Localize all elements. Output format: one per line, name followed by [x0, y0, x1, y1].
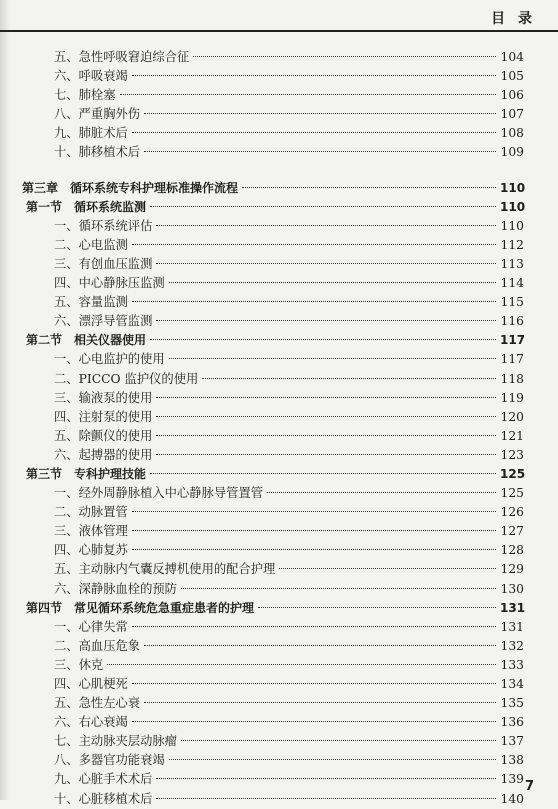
header-rule: [0, 30, 558, 32]
dot-leader: [193, 56, 496, 57]
dot-leader: [181, 740, 496, 741]
toc-item: [38, 732, 524, 751]
toc-entry-page: 123: [500, 447, 524, 462]
toc-entry-label: 六、深静脉血栓的预防: [54, 581, 177, 596]
dot-leader: [156, 263, 496, 264]
toc-entry-label: 四、注射泵的使用: [54, 409, 153, 424]
toc-entry-label: 五、容量监测: [54, 295, 128, 310]
toc-entry-page: 120: [500, 409, 524, 424]
dot-leader: [156, 798, 496, 799]
toc-item: [38, 637, 524, 656]
toc-entry-label: 四、心肺复苏: [54, 543, 128, 558]
toc-item: [38, 67, 524, 86]
toc-item: [38, 484, 524, 503]
toc-entry-label: 三、有创血压监测: [54, 256, 153, 271]
toc-entry-page: 125: [500, 466, 526, 481]
toc-item: [38, 48, 524, 67]
toc-entry-label: 五、除颤仪的使用: [54, 428, 153, 443]
toc-item: [38, 350, 524, 369]
toc-item: [38, 751, 524, 770]
dot-leader: [132, 683, 496, 684]
toc-entry-label: 二、高血压危象: [54, 638, 141, 653]
toc-item: [38, 312, 524, 331]
toc-entry-label: 二、心电监测: [54, 237, 128, 252]
dot-leader: [132, 626, 496, 627]
dot-leader: [169, 282, 496, 283]
toc-entry-page: 131: [500, 619, 524, 634]
toc-entry-page: 110: [500, 218, 524, 233]
dot-leader: [156, 397, 496, 398]
dot-leader: [144, 151, 496, 152]
toc-entry-page: 133: [500, 657, 524, 672]
toc-entry-page: 110: [500, 180, 526, 195]
dot-leader: [156, 320, 496, 321]
toc-section: [26, 331, 526, 350]
toc-entry-page: 118: [500, 371, 524, 386]
toc-item: [38, 580, 524, 599]
dot-leader: [202, 378, 496, 379]
toc-item: [38, 427, 524, 446]
toc-entry-page: 116: [500, 314, 524, 329]
dot-leader: [132, 511, 496, 512]
toc-item: [38, 293, 524, 312]
toc-section: [26, 465, 526, 484]
toc-entry-label: 第四节 常见循环系统危急重症患者的护理: [26, 600, 255, 615]
toc-entry-page: 136: [500, 715, 524, 730]
toc-entry-label: 五、急性呼吸窘迫综合征: [54, 50, 190, 64]
dot-leader: [144, 645, 496, 646]
toc-item: [38, 143, 524, 162]
toc-item: [38, 713, 524, 732]
toc-entry-page: 135: [500, 696, 524, 711]
toc-entry-page: 117: [500, 352, 524, 367]
dot-leader: [132, 721, 496, 722]
toc-entry-label: 三、输液泵的使用: [54, 390, 153, 405]
toc-item: [38, 236, 524, 255]
dot-leader: [150, 206, 496, 207]
dot-leader: [132, 244, 496, 245]
toc-entry-page: 108: [500, 126, 524, 141]
toc-entry-page: 137: [500, 734, 524, 749]
dot-leader: [242, 187, 496, 188]
toc-entry-page: 112: [500, 237, 524, 252]
dot-leader: [267, 492, 496, 493]
spine-shadow: [0, 0, 10, 800]
dot-leader: [150, 473, 496, 474]
dot-leader: [120, 94, 497, 95]
toc-entry-page: 126: [500, 505, 524, 520]
toc-item: [38, 503, 524, 522]
toc-entry-label: 九、心脏手术术后: [54, 772, 153, 787]
toc-item: [38, 255, 524, 274]
toc-entry-page: 110: [500, 199, 526, 214]
dot-leader: [156, 778, 496, 779]
dot-leader: [156, 225, 496, 226]
toc-entry-page: 114: [500, 276, 524, 291]
dot-leader: [107, 664, 496, 665]
toc-item: [38, 618, 524, 637]
dot-leader: [181, 588, 496, 589]
dot-leader: [132, 530, 496, 531]
toc-entry-page: 104: [500, 50, 524, 64]
toc-entry-label: 第一节 循环系统监测: [26, 199, 147, 214]
toc-section: [26, 599, 526, 618]
toc-entry-page: 115: [500, 295, 524, 310]
dot-leader: [169, 759, 496, 760]
toc-item: [38, 694, 524, 713]
toc-entry-label: 五、急性左心衰: [54, 696, 141, 711]
toc-entry-label: 一、经外周静脉植入中心静脉导管置管: [54, 486, 264, 501]
toc-entry-page: 131: [500, 600, 526, 615]
toc-entry-page: 128: [500, 543, 524, 558]
toc-entry-page: 107: [500, 107, 524, 122]
toc-item: [38, 522, 524, 541]
toc-entry-page: 129: [500, 562, 524, 577]
dot-leader: [132, 549, 496, 550]
toc-entry-label: 九、肺脏术后: [54, 126, 128, 141]
toc-entry-page: 132: [500, 638, 524, 653]
toc-entry-label: 五、主动脉内气囊反搏机使用的配合护理: [54, 562, 276, 577]
running-header-title: 目 录: [491, 11, 536, 27]
toc-item: [38, 217, 524, 236]
toc-item: [38, 446, 524, 465]
toc-item: [38, 389, 524, 408]
toc-entry-page: 113: [500, 256, 524, 271]
toc-entry-label: 六、漂浮导管监测: [54, 314, 153, 329]
toc-entry-page: 121: [500, 428, 524, 443]
toc-entry-label: 四、中心静脉压监测: [54, 276, 165, 291]
page-number: 7: [524, 779, 534, 794]
toc-item: [38, 86, 524, 105]
toc-entry-label: 六、呼吸衰竭: [54, 69, 128, 84]
toc-entry-page: 117: [500, 333, 526, 348]
toc-chapter: [22, 179, 526, 198]
toc-item: [38, 656, 524, 675]
toc-entry-label: 一、循环系统评估: [54, 218, 153, 233]
toc-item: [38, 124, 524, 143]
toc-entry-label: 第三章 循环系统专科护理标准操作流程: [22, 180, 239, 195]
toc-entry-label: 七、主动脉夹层动脉瘤: [54, 734, 177, 749]
dot-leader: [144, 702, 496, 703]
toc-entry-label: 四、心肌梗死: [54, 677, 128, 691]
dot-leader: [279, 568, 496, 569]
toc-entry-label: 三、休克: [54, 657, 104, 672]
dot-leader: [156, 454, 496, 455]
dot-leader: [132, 132, 496, 133]
toc-entry-label: 六、起搏器的使用: [54, 447, 153, 462]
toc-entry-label: 十、心脏移植术后: [54, 791, 153, 806]
dot-leader: [156, 435, 496, 436]
toc-entry-page: 109: [500, 145, 524, 160]
toc-item: [38, 408, 524, 427]
toc-item: [38, 790, 524, 809]
dot-leader: [169, 358, 496, 359]
dot-leader: [150, 339, 496, 340]
toc-entry-label: 二、动脉置管: [54, 505, 128, 520]
dot-leader: [156, 416, 496, 417]
toc-entry-page: 139: [500, 772, 524, 787]
toc-item: [38, 675, 524, 694]
dot-leader: [258, 607, 496, 608]
toc-entry-page: 134: [500, 677, 524, 691]
toc-entry-page: 125: [500, 486, 524, 501]
toc-entry-label: 一、心律失常: [54, 619, 128, 634]
toc-entry-label: 第三节 专科护理技能: [26, 466, 147, 481]
dot-leader: [132, 75, 496, 76]
toc-item: [38, 541, 524, 560]
toc-entry-page: 119: [500, 390, 524, 405]
toc-entry-label: 二、PICCO 监护仪的使用: [54, 371, 199, 386]
toc-entry-page: 130: [500, 581, 524, 596]
toc-item: [38, 560, 524, 579]
toc-entry-page: 127: [500, 524, 524, 539]
toc-entry-label: 第二节 相关仪器使用: [26, 333, 147, 348]
toc-item: [38, 274, 524, 293]
dot-leader: [132, 301, 496, 302]
toc-item: [38, 370, 524, 389]
toc-entry-page: 105: [500, 69, 524, 84]
toc-entry-label: 八、多器官功能衰竭: [54, 753, 165, 768]
toc-entry-label: 三、液体管理: [54, 524, 128, 539]
toc-entry-page: 140: [500, 791, 524, 806]
toc-entry-page: 138: [500, 753, 524, 768]
dot-leader: [144, 113, 496, 114]
toc-item: [38, 770, 524, 789]
toc-entry-page: 106: [500, 88, 524, 103]
toc-item: [38, 105, 524, 124]
toc-entry-label: 十、肺移植术后: [54, 145, 141, 160]
toc-entry-label: 七、肺栓塞: [54, 88, 116, 103]
toc-entry-label: 八、严重胸外伤: [54, 107, 141, 122]
toc-entry-label: 一、心电监护的使用: [54, 352, 165, 367]
toc-entry-label: 六、右心衰竭: [54, 715, 128, 730]
table-of-contents: [22, 48, 526, 809]
toc-section: [26, 198, 526, 217]
